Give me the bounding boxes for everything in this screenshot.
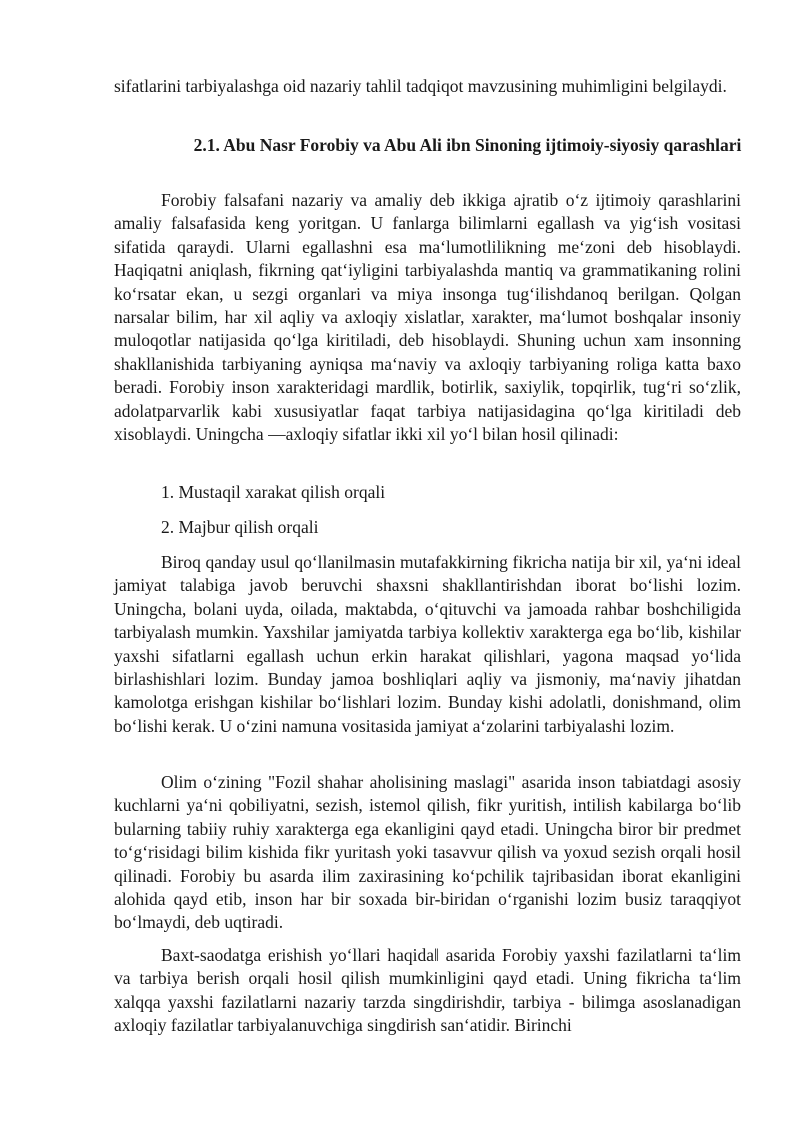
list-item-1: 1. Mustaqil xarakat qilish orqali — [161, 482, 386, 502]
section-heading: 2.1. Abu Nasr Forobiy va Abu Ali ibn Sinoning ijtimoiy-siyosiy qarashlari — [193, 135, 742, 155]
body-paragraph-2: Biroq qanday usul qo‘llanilmasin mutafakkirning fikricha natija bir xil, ya‘ni ideal jamiyat talabiga javob beruvchi shaxsni shakllantirishdan iborat bo‘lishi lozim. Uningcha, bolani uyda, oilada, maktabda, o‘qituvchi va jamoada rahbar boshchiligida tarbiyalash mumkin. Yaxshilar jamiyatda tarbiya kollektiv xarakterga ega bo‘lib, kishilar yaxshi sifatlarni egallash uchun erkin harakat qilishlari, yagona maqsad yo‘lida birlashishlari lozim. Bunday jamoa boshliqlari aqliy va jismoniy, ma‘naviy jihatdan kamolotga erishgan kishilar bo‘lishlari lozim. Bunday kishi adolatli, donishmand, olim bo‘lishi kerak. U o‘zini namuna vositasida jamiyat a‘zolarini tarbiyalashi lozim. — [114, 552, 741, 736]
intro-paragraph: sifatlarini tarbiyalashga oid nazariy tahlil tadqiqot mavzusining muhimligini belgilaydi. — [114, 76, 727, 96]
body-paragraph-3: Olim o‘zining "Fozil shahar aholisining maslagi" asarida inson tabiatdagi asosiy kuchlarni ya‘ni qobiliyatni, sezish, istemol qilish, fikr yuritish, intilish kabilarga bo‘lib bularning tabiiy ruhiy xarakterga ega ekanligini qayd etadi. Uningcha biror bir predmet to‘g‘risidagi bilim kishida fikr yuritash yoki tasavvur qilish va yoxud sezish orqali hosil qilinadi. Forobiy bu asarda ilim zaxirasining ko‘pchilik tajribasidan iborat ekanligini alohida qayd etib, inson har bir soxada bir-biridan o‘rganishi lozim busiz taraqqiyot bo‘lmaydi, deb uqtiradi. — [114, 772, 741, 933]
list-item-2: 2. Majbur qilish orqali — [161, 517, 319, 537]
body-paragraph-4: Baxt-saodatga erishish yo‘llari haqida‖ asarida Forobiy yaxshi fazilatlarni ta‘lim va tarbiya berish orqali hosil qilish mumkinligini qayd etadi. Uning fikricha ta‘lim xalqqa yaxshi fazilatlarni nazariy tarzda singdirishdir, tarbiya - bilimga asoslanadigan axloqiy fazilatlar tarbiyalanuvchiga singdirish san‘atidir. Birinchi — [114, 945, 741, 1036]
body-paragraph-1: Forobiy falsafani nazariy va amaliy deb ikkiga ajratib o‘z ijtimoiy qarashlarini amaliy falsafasida keng yoritgan. U fanlarga bilimlarni egallash va yig‘ish vositasi sifatida qaraydi. Ularni egallashni esa ma‘lumotlilikning me‘zoni deb hisoblaydi. Haqiqatni aniqlash, fikrning qat‘iyligini tarbiyalashda mantiq va grammatikaning rolini ko‘rsatar ekan, u sezgi organlari va miya insonga tug‘ilishdanoq berilgan. Qolgan narsalar bilim, har xil aqliy va axloqiy xislatlar, xarakter, ma‘lumot boshqalar insoniy muloqotlar natijasida qo‘lga kiritiladi, deb hisoblaydi. Shuning uchun xam insonning shakllanishida tarbiyaning ayniqsa ma‘naviy va axloqiy tarbiyaning roliga katta baxo beradi. Forobiy inson xarakteridagi mardlik, botirlik, saxiylik, topqirlik, tug‘ri so‘zlik, adolatparvarlik kabi xususiyatlar faqat tarbiya natijasidagina qo‘lga kiritiladi deb xisoblaydi. Uningcha —axloqiy sifatlar ikki xil yo‘l bilan hosil qilinadi: — [114, 190, 741, 445]
